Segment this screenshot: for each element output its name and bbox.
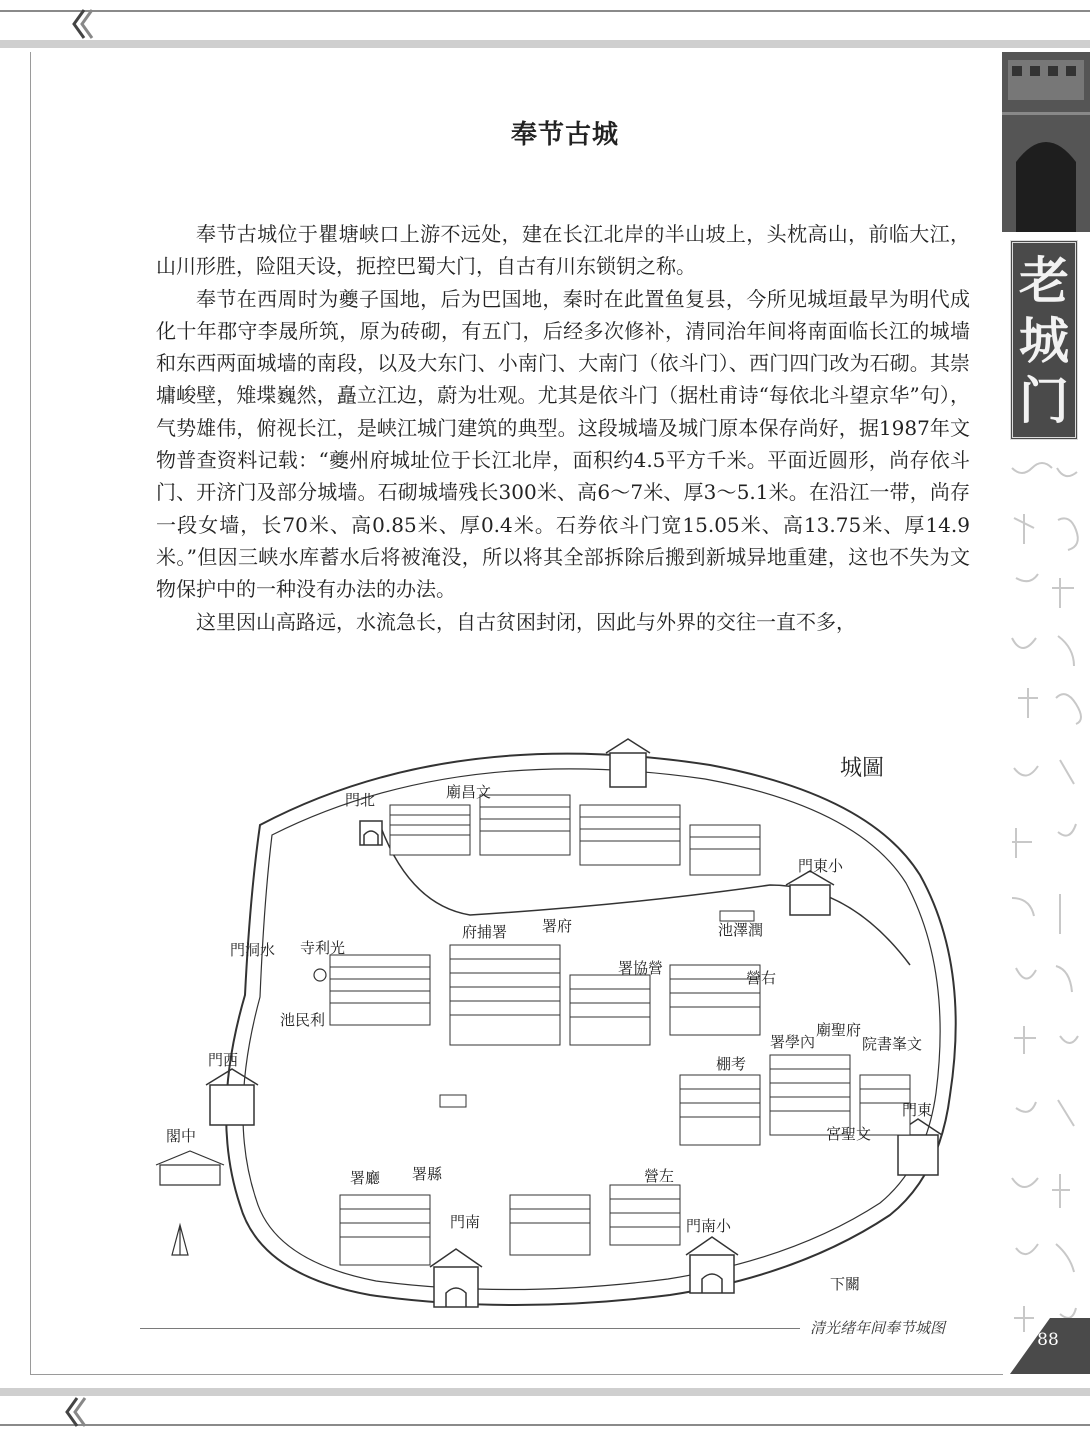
- bottom-gray-bar: [0, 1388, 1090, 1396]
- map-label-title: 城圖: [840, 756, 885, 781]
- map-label-east-gate: 門東: [902, 1101, 933, 1119]
- building-cluster-west: [330, 955, 430, 1025]
- map-label-south-gate: 門南: [450, 1213, 481, 1231]
- map-label-pond: 池澤潤: [718, 921, 764, 939]
- top-decorative-band: [0, 0, 1090, 42]
- map-label-confucian-temple: 廟聖府: [816, 1021, 862, 1039]
- gate-small-south: [686, 1237, 738, 1293]
- map-label-school-office: 署學內: [770, 1033, 816, 1051]
- well-icon: [314, 969, 326, 981]
- map-label-west-gate: 門西: [208, 1051, 239, 1069]
- calligraphy-background: [1002, 448, 1090, 1368]
- map-label-zhongxian-pavilion: 閣中: [166, 1127, 197, 1145]
- map-label-prefecture-office: 署府: [542, 917, 573, 935]
- building-cluster-south: [340, 1185, 680, 1265]
- flag-icon: [172, 1225, 188, 1255]
- gate-west: [206, 1069, 258, 1125]
- top-gray-bar: [0, 40, 1090, 48]
- badge-char-1: 老: [1019, 251, 1069, 310]
- bottom-chevron-icon: [55, 1392, 95, 1432]
- city-gate-photo: [1002, 52, 1090, 232]
- gate-south: [430, 1249, 482, 1307]
- map-label-small-east-gate: 門東小: [798, 857, 844, 875]
- map-label-right-camp: 營右: [746, 969, 777, 987]
- map-label-exam-hall: 棚考: [716, 1055, 747, 1073]
- platform-icon: [440, 1095, 466, 1107]
- building-cluster-north: [390, 795, 760, 875]
- map-label-north-gate: 門北: [345, 791, 376, 809]
- map-label-lizi-pond: 池民利: [280, 1011, 326, 1029]
- top-rule: [0, 10, 1090, 12]
- bottom-rule: [0, 1424, 1090, 1426]
- badge-char-2: 城: [1019, 311, 1069, 370]
- map-label-small-south-gate: 門南小: [686, 1217, 732, 1235]
- paragraph-2: 奉节在西周时为夔子国地，后为巴国地，秦时在此置鱼复县，今所见城垣最早为明代成化十年郡守李晟所筑，原为砖砌，有五门，后经多次修补，清同治年间将南面临长江的城墙和东西两面城墙的南段，以及大东门、小南门、大南门（依斗门）、西门四门改为石砌。其崇墉峻壁，雉堞巍然，矗立江边，蔚为壮观。尤其是依斗门（据杜甫诗“每依北斗望京华”句），气势雄伟，俯视长江，是峡江城门建筑的典型。这段城墙及城门原本保存尚好，据1987年文物普查资料记载：“夔州府城址位于长江北岸，面积约4.5平方千米。平面近圆形，尚存依斗门、开济门及部分城墙。石砌城墙残长300米、高6～7米、厚3～5.1米。在沿江一带，尚存一段女墙，长70米、高0.85米、厚0.4米。石券依斗门宽15.05米、高13.75米、厚14.9米。”但因三峡水库蓄水后将被淹没，所以将其全部拆除后搬到新城异地重建，这也不失为文物保护中的一种没有办法的办法。: [156, 286, 970, 602]
- map-label-wenchang-temple: 廟昌文: [446, 783, 492, 801]
- article-body: [156, 218, 970, 638]
- paragraph-3: 这里因山高路远，水流急长，自古贫困封闭，因此与外界的交往一直不多，: [196, 609, 856, 634]
- map-label-left-camp: 營左: [644, 1167, 675, 1185]
- map-label-west-water-gate: 門洞水: [230, 941, 276, 959]
- building-cluster-center: [450, 945, 760, 1045]
- map-label-palace: 宮聖文: [826, 1125, 872, 1143]
- map-label-hall-office: 署廳: [350, 1169, 381, 1187]
- paragraph-1: 奉节古城位于瞿塘峡口上游不远处，建在长江北岸的半山坡上，头枕高山，前临大江，山川形胜，险阻天设，扼控巴蜀大门，自古有川东锁钥之称。: [156, 222, 970, 279]
- pavilion-icon: [156, 1151, 224, 1185]
- top-chevron-icon: [62, 4, 102, 44]
- map-label-yuanfu-temple: 寺利光: [300, 939, 346, 957]
- gate-small-east: [786, 871, 834, 915]
- pond-icon: [720, 911, 754, 921]
- figure-caption: 清光绪年间奉节城图: [810, 1319, 946, 1337]
- map-label-lower-gate: 下關: [830, 1275, 861, 1293]
- map-label-deputy-office: 署協營: [618, 959, 664, 977]
- caption-rule: [140, 1328, 800, 1329]
- map-label-county-office: 署縣: [412, 1165, 443, 1183]
- city-map-illustration: [150, 735, 980, 1335]
- bottom-decorative-band: [0, 1388, 1090, 1439]
- building-cluster-east: [680, 1055, 910, 1145]
- gate-north-tower: [606, 739, 650, 787]
- page-number: 88: [1037, 1330, 1059, 1350]
- gate-north: [360, 821, 382, 845]
- badge-char-3: 门: [1019, 371, 1069, 430]
- section-badge: [1010, 240, 1078, 440]
- article-title: 奉节古城: [510, 120, 619, 150]
- map-label-academy: 院書峯文: [862, 1035, 923, 1053]
- map-label-yamen: 府捕署: [462, 923, 508, 941]
